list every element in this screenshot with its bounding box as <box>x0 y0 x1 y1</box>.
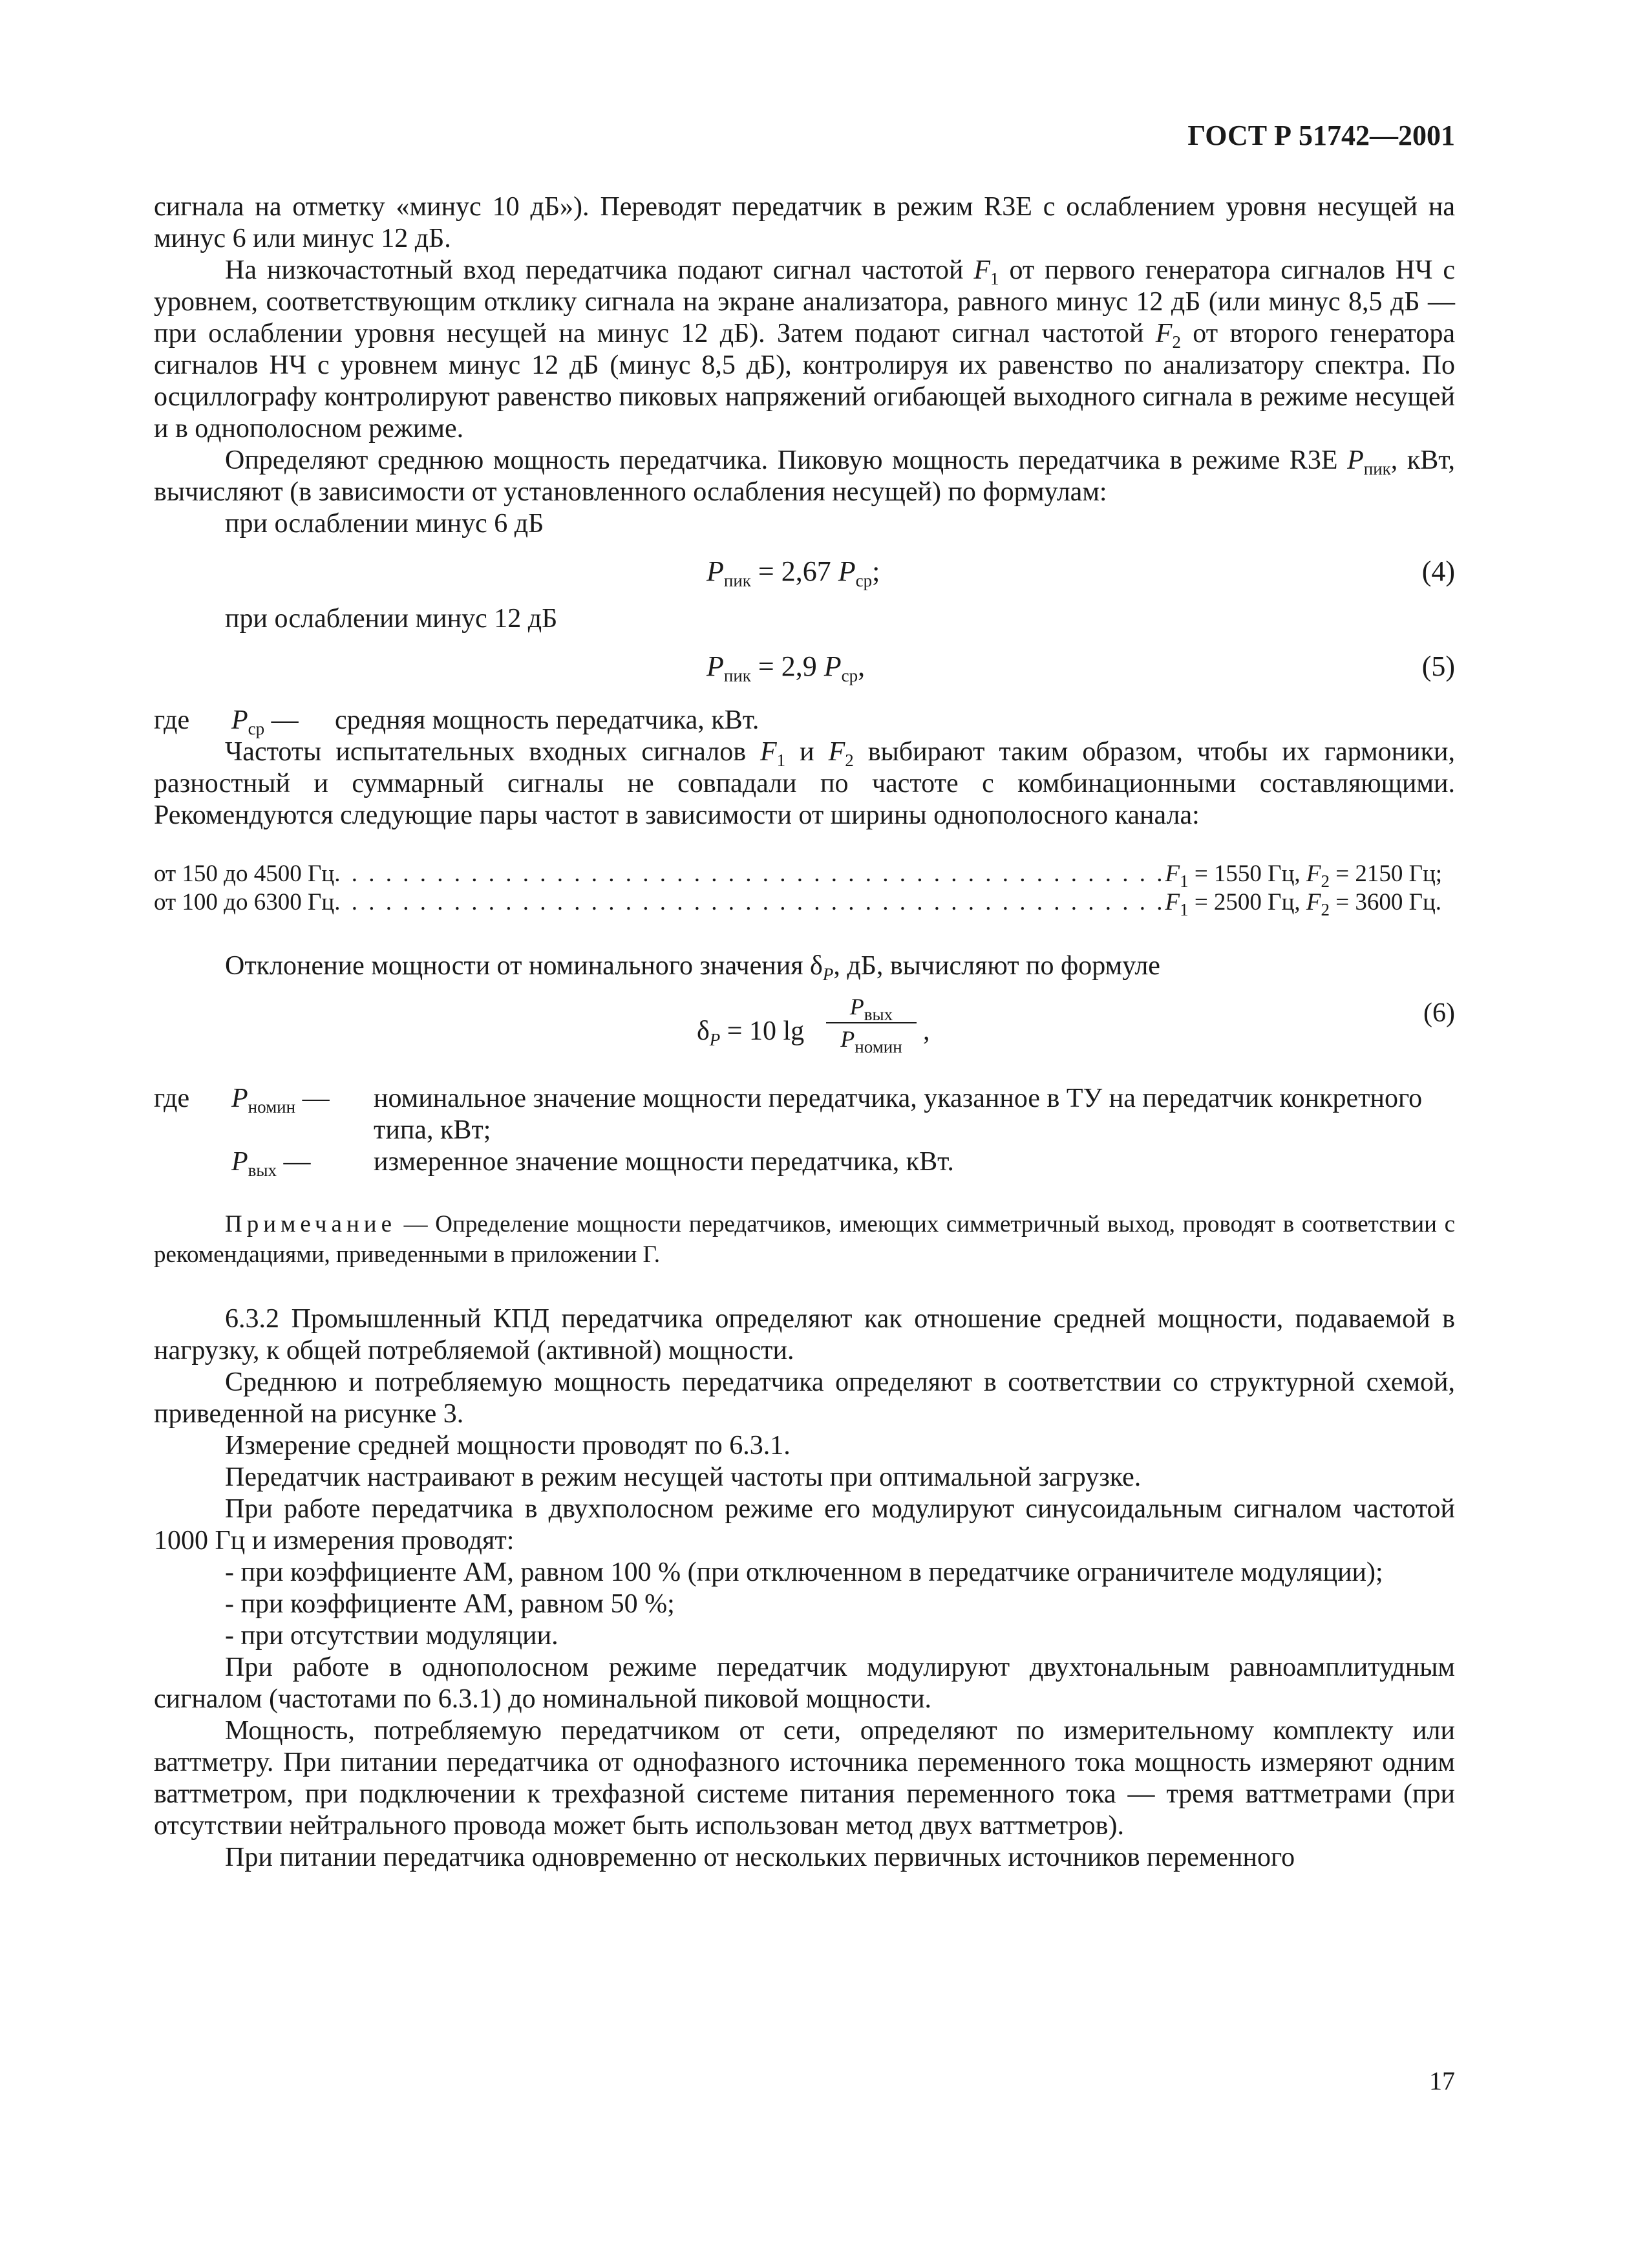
paragraph: Измерение средней мощности проводят по 6.3.1. <box>225 1431 791 1460</box>
paragraph: Мощность, потребляемую передатчиком от сети, определяют по измерительному комплекту или ваттметру. При питании передатчика от однофазного источника переменного тока мощность измеряют одним ваттметром, при подключении к трехфазной системе питания переменного тока — тремя ваттметрами (при отсутствии нейтрального провода может быть использован метод двух ваттметров). <box>154 1716 1455 1841</box>
document-body <box>154 191 1455 1874</box>
where-clause: $P_{вых}$ — измеренное значение мощности передатчика, кВт. <box>231 1147 954 1180</box>
where-clause: где $P_{номин}$ — номинальное значение мощности передатчика, указанное в ТУ на передатчик конкретного типа, кВт; <box>154 1084 1423 1145</box>
paragraph: при ослаблении минус 12 дБ <box>225 604 558 634</box>
paragraph: сигнала на отметку «минус 10 дБ»). Переводят передатчик в режим R3E с ослаблением уровня несущей на минус 6 или минус 12 дБ. <box>154 192 1455 253</box>
paragraph: На низкочастотный вход передатчика подают сигнал частотой $F_1$ от первого генератора сигналов НЧ с уровнем, соответствующим отклику сигнала на экране анализатора, равного минус 12 дБ (или минус 8,5 дБ — при ослаблении уровня несущей на минус 12 дБ). Затем подают сигнал частотой $F_2$ от второго генератора сигналов НЧ с уровнем минус 12 дБ (минус 8,5 дБ), контролируя их равенство по анализатору спектра. По осциллографу контролируют равенство пиковых напряжений огибающей выходного сигнала в режиме несущей и в однополосном режиме. <box>154 255 1455 444</box>
formula-number: (4) <box>1421 555 1455 587</box>
paragraph: Отклонение мощности от номинального значения $\delta_P$, дБ, вычисляют по формуле <box>225 951 1160 984</box>
paragraph: Частоты испытательных входных сигналов $F_1$ и $F_2$ выбирают таким образом, чтобы их гармоники, разностный и суммарный сигналы не совпадали по частоте с комбинационными составляющими. Рекомендуются следующие пары частот в зависимости от ширины однополосного канала: <box>154 737 1455 830</box>
formula-4: $P_{пик} = 2,67$ $P_{ср}$; (4) <box>706 555 1455 590</box>
paragraph: при ослаблении минус 6 дБ <box>225 509 544 539</box>
frequency-pairs-list <box>154 860 1455 917</box>
where-clause: где $P_{ср}$ — средняя мощность передатчика, кВт. <box>154 705 760 738</box>
paragraph: При питании передатчика одновременно от нескольких первичных источников переменного <box>225 1843 1295 1872</box>
paragraph: При работе в однополосном режиме передатчик модулируют двухтональным равноамплитудным сигналом (частотами по 6.3.1) до номинальной пиковой мощности. <box>154 1653 1455 1714</box>
list-item: - при коэффициенте АМ, равном 100 % (при отключенном в передатчике ограничителе модуляции); <box>225 1557 1383 1587</box>
paragraph: Среднюю и потребляемую мощность передатчика определяют в соответствии со структурной схемой, приведенной на рисунке 3. <box>154 1367 1455 1429</box>
paragraph: При работе передатчика в двухполосном режиме его модулируют синусоидальным сигналом частотой 1000 Гц и измерения проводят: <box>154 1494 1455 1556</box>
formula-6: $\delta_P = 10$ lg $P_{вых}$ $P_{номин}$ , (6) <box>697 994 1455 1056</box>
paragraph: Передатчик настраивают в режим несущей частоты при оптимальной загрузке. <box>225 1462 1142 1492</box>
note: Примечание — Определение мощности передатчиков, имеющих симметричный выход, проводят в соответствии с рекомендациями, приведенными в приложении Г. <box>154 1211 1455 1268</box>
list-item: от 150 до 4500 Гц . . . . . . . . . . . . . . . . . . . . . . . . . . . . . . . . . . . . . . . . . . . . . . . . . $F_1 = 1550$ Гц, $F_2 = 2150$ Гц; <box>154 861 1443 891</box>
list-item: - при коэффициенте АМ, равном 50 %; <box>225 1589 675 1619</box>
formula-number: (5) <box>1421 650 1455 682</box>
formula-5: $P_{пик} = 2,9$ $P_{ср}$, (5) <box>706 650 1455 685</box>
list-item: - при отсутствии модуляции. <box>225 1621 558 1651</box>
section-6-3-2: 6.3.2 Промышленный КПД передатчика определяют как отношение средней мощности, подаваемой в нагрузку, к общей потребляемой (активной) мощности. <box>154 1304 1455 1365</box>
page-number: 17 <box>1429 2066 1455 2095</box>
paragraph: Определяют среднюю мощность передатчика. Пиковую мощность передатчика в режиме R3E $P_{пик}$, кВт, вычисляют (в зависимости от установленного ослабления несущей) по формулам: <box>154 445 1455 507</box>
document-header: ГОСТ Р 51742—2001 <box>1187 120 1455 151</box>
list-item: от 100 до 6300 Гц . . . . . . . . . . . . . . . . . . . . . . . . . . . . . . . . . . . . . . . . . . . . . . . . . $F_1 = 2500$ Гц, $F_2 = 3600$ Гц. <box>154 889 1442 919</box>
formula-number: (6) <box>1423 998 1455 1028</box>
